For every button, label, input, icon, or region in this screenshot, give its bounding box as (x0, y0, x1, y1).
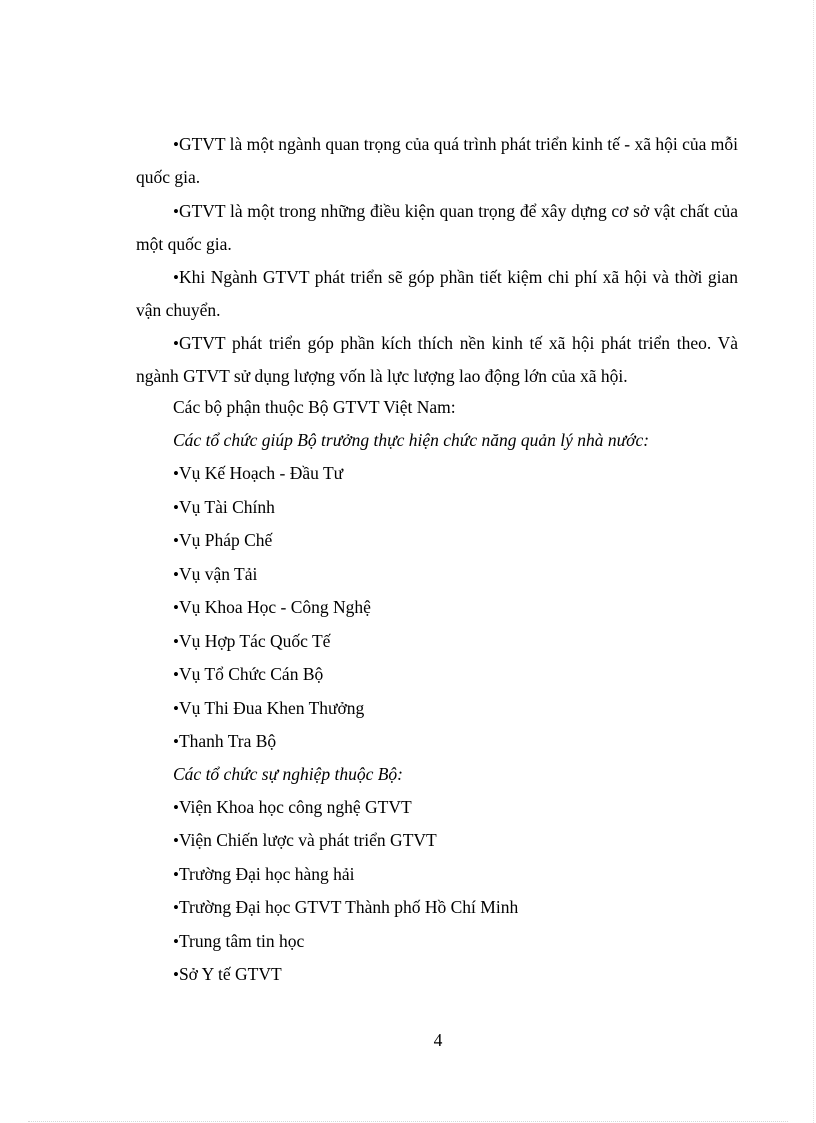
list-item: • Trung tâm tin học (173, 925, 304, 958)
paragraph-text: GTVT là một trong những điều kiện quan trọng để xây dựng cơ sở vật chất của một quốc gia. (136, 201, 738, 254)
list-item: • Trường Đại học hàng hải (173, 858, 355, 891)
list-item: • Vụ Tổ Chức Cán Bộ (173, 658, 323, 691)
paragraph-text: GTVT phát triển góp phần kích thích nền kinh tế xã hội phát triển theo. Và ngành GTVT sử dụng lượng vốn là lực lượng lao động lớn của xã hội. (136, 333, 738, 386)
paragraph-economy (136, 327, 738, 393)
list-item: • Vụ Hợp Tác Quốc Tế (173, 625, 330, 658)
list-item: • Sở Y tế GTVT (173, 958, 282, 991)
paragraph-text: GTVT là một ngành quan trọng của quá trình phát triển kinh tế - xã hội của mỗi quốc gia. (136, 134, 739, 187)
list-item: • Vụ Khoa Học - Công Nghệ (173, 591, 371, 624)
paragraph-savings (136, 261, 738, 327)
list-item: • Viện Chiến lược và phát triển GTVT (173, 824, 437, 857)
page-number: 4 (433, 1030, 443, 1050)
paragraph-infrastructure (136, 195, 738, 261)
page-bottom-divider (28, 1121, 788, 1122)
list-item: • Thanh Tra Bộ (173, 725, 276, 758)
list-item: • Trường Đại học GTVT Thành phố Hồ Chí Minh (173, 891, 518, 924)
paragraph-text: Khi Ngành GTVT phát triển sẽ góp phần tiết kiệm chi phí xã hội và thời gian vận chuyển. (136, 267, 738, 320)
list-item: • Vụ Tài Chính (173, 491, 275, 524)
paragraph-importance (136, 128, 738, 194)
page-right-divider (813, 0, 814, 1123)
management-heading: Các tổ chức giúp Bộ trưởng thực hiện chức năng quản lý nhà nước: (173, 430, 650, 450)
institutions-heading: Các tổ chức sự nghiệp thuộc Bộ: (173, 764, 404, 784)
departments-heading: Các bộ phận thuộc Bộ GTVT Việt Nam: (173, 397, 456, 417)
list-item: • Vụ Kế Hoạch - Đầu Tư (173, 457, 343, 490)
list-item: • Vụ vận Tải (173, 558, 257, 591)
list-item: • Vụ Pháp Chế (173, 524, 272, 557)
list-item: • Vụ Thi Đua Khen Thưởng (173, 692, 364, 725)
list-item: • Viện Khoa học công nghệ GTVT (173, 791, 412, 824)
